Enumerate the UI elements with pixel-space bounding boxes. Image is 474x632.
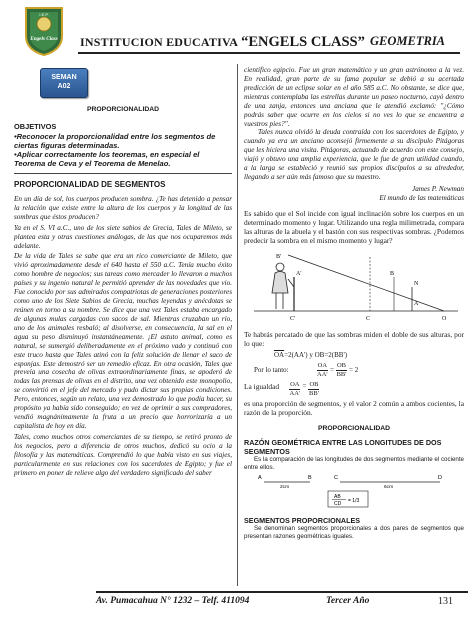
- quote-source: El mundo de las matemáticas: [379, 193, 464, 202]
- seg-label-c: C: [334, 474, 338, 481]
- igualdad-row: La igualdad $\frac{OA}{AA'}$ = $\frac{OB}{BB'}$: [244, 380, 319, 398]
- body-paragraph: Tales, como muchos otros comerciantes de su tiempo, se retiró pronto de los negocios, pero a diferencia de otros muchos, dedicó su ocio a la filosofía y las matemáticas. Comprendió lo que había visto en sus viajes, particularmente en sus relaciones con los sacerdotes de Egipto; y fue el primero en poner de relieve algo del verdadero significado del saber: [14, 432, 232, 477]
- por-lo-tanto: Por lo tanto:: [254, 366, 289, 375]
- fraction: $\frac{OA}{AA'}$: [317, 361, 328, 379]
- institution-prefix: INSTITUCION EDUCATIVA: [80, 35, 239, 49]
- eq-tail: = 2: [349, 366, 359, 375]
- header-title: [80, 34, 470, 51]
- body-paragraph: es una proporción de segmentos, y el valor 2 común a ambos cocientes, la razón de la proporción.: [244, 398, 464, 417]
- header-divider: [78, 52, 460, 54]
- logo-name-text: Engels Class: [30, 36, 58, 42]
- igualdad-word: La igualdad: [244, 381, 280, 391]
- fraction: $\frac{OA}{AA'}$: [289, 380, 301, 398]
- week-badge-line1: SEMAN: [51, 74, 77, 81]
- logo-top-text: I.E.P.: [39, 12, 49, 17]
- objective-item: •Aplicar correctamente los teoremas, en especial el Teorema de Ceva y el Teorema de Menelao.: [14, 149, 200, 168]
- subject-title: GEOMETRIA: [370, 34, 446, 48]
- ratio-heading: RAZÓN GEOMÉTRICA ENTRE LAS LONGITUDES DE DOS SEGMENTOS: [244, 438, 442, 456]
- proportionality-heading: PROPORCIONALIDAD DE SEGMENTOS: [14, 180, 166, 190]
- ratio-text: Es la comparación de las longitudes de dos segmentos mediante el cociente entre ellos.: [244, 456, 464, 472]
- seg-label-d: D: [438, 474, 442, 481]
- seg-len-1: 2cm: [280, 484, 290, 490]
- objectives-label: OBJETIVOS: [14, 122, 57, 132]
- eq-rhs: =2(BB'): [324, 350, 348, 359]
- shadow-figure: [244, 249, 464, 325]
- grandmother-icon: [272, 263, 294, 309]
- eq-lhs: $\overline{OA}$: [274, 350, 285, 359]
- page-header: [0, 0, 474, 62]
- left-column: [14, 66, 232, 480]
- segment-figure: [244, 474, 464, 510]
- body-paragraph: Es sabido que el Sol incide con igual inclinación sobre los cuerpos en un determinado momento y lugar. Utilizando una regla milimetrada, compara las alturas de la abuela y el bastón con sus respectivas sombras. ¿Podemos predecir la sombra en el mismo momento y lugar?: [244, 208, 464, 245]
- label-a-prime: A': [296, 270, 302, 277]
- fraction: $\frac{OB}{BB'}$: [309, 380, 319, 398]
- label-a: A: [414, 300, 419, 307]
- seg-frac-den: CD: [334, 500, 342, 507]
- eq-mid: =2(AA') y OB: [284, 350, 325, 359]
- footer-grade: Tercer Año: [326, 596, 370, 606]
- body-paragraph: Te habrás percatado de que las sombras miden el doble de sus alturas, por lo que:: [244, 329, 464, 348]
- seg-label-a: A: [258, 474, 262, 481]
- week-badge-line2: A02: [57, 82, 71, 90]
- label-o: O: [442, 315, 447, 322]
- proportional-text: Se denominan segmentos proporcionales a dos pares de segmentos que presentan razones geométricas iguales.: [244, 525, 464, 541]
- label-n: N: [414, 280, 419, 287]
- body-paragraph: En un día de sol, los cuerpos producen sombra. ¿Te has detenido a pensar la relación que existe entre la altura de los cuerpos y la longitud de las sombras que éstos producen?: [14, 194, 232, 221]
- seg-len-2: 6cm: [384, 484, 394, 490]
- label-b-prime: B': [276, 253, 282, 260]
- label-c: C: [366, 315, 371, 322]
- quote-author: James P. Newman: [412, 184, 464, 193]
- label-c-prime: C': [290, 315, 296, 322]
- seg-frac-val: = 1/3: [348, 497, 360, 504]
- seg-label-b: B: [308, 474, 312, 481]
- school-logo-icon: [22, 6, 66, 56]
- equation-shadow: [274, 351, 464, 360]
- section-title: PROPORCIONALIDAD: [86, 106, 160, 113]
- ray-line: [288, 255, 444, 311]
- fraction: $\frac{OB}{BB'}$: [336, 361, 347, 379]
- institution-name: “ENGELS CLASS”: [241, 34, 365, 50]
- body-paragraph: científico egipcio. Fue un gran matemático y un gran astrónomo a la vez. En realidad, gran parte de su fama popular se debió a su acertada predicción de un eclipse solar en el año 585 a.C. No obstante, se dice que, mientras contemplaba las estrellas durante un paseo nocturno, cayó dentro de una zanja, entonces una anciana que le atendió exclamó: "¿Cómo podrás saber que ocurre en los cielos si no ves lo que se encuentra a vuestros pies?".: [244, 66, 464, 128]
- section-divider: [14, 173, 232, 174]
- body-paragraph: De la vida de Tales se sabe que era un rico comerciante de Mileto, que vivió aproximadamente desde el 640 hasta el 550 a.C. Tenía mucho éxito como hombre de negocios; sus tareas como mercader lo llevaron a muchos países y su ingenio natural le permitió aprender de las novedades que vio. Fue conocido por sus admirados compatriotas de generaciones posteriores como uno de los Siete Sabios de Grecia, muchas leyendas y anécdotas se reúnen en torno a su nombre. Se dice que una vez Tales estaba encargado de algunas mulas cargadas con sacos de sal. Mientras cruzaban un río, uno de los animales resbaló; al disolverse, en consecuencia, la sal en el agua su peso disminuyó instantáneamente. ¡El astuto animal, como es natural, se sumergió deliberadamente en el próximo vado y continuó con este truco hasta que Tales atinó con la feliz solución de llenar el saco de esponjas. Este demostró ser un remedio eficaz. En otra ocasión, Tales que preveía una cosecha de olivas extraordinariamente finas, se apoderó de todas las prensas de olivas en el distrito, una vez obtenido este monopolio, se convirtió en el jefe del mercado y pudo dictar sus propias condiciones. Pero, entonces, según un relato, una vez demostrado lo que podía hacer, su propósito ya había sido conseguido; en vez de oprimir a sus compradores, vendió magnánimamente la fruta a un precio que horrorizaría a un capitalista de hoy en día.: [14, 252, 232, 430]
- section-title: PROPORCIONALIDAD: [317, 424, 391, 432]
- objective-item: •Reconocer la proporcionalidad entre los segmentos de ciertas figuras determinadas.: [14, 131, 216, 150]
- body-paragraph: Ya en el S. VI a.C., uno de los siete sabios de Grecia, Tales de Mileto, se plantea esta y otras cuestiones análogas, de las que nos ocuparemos más adelante.: [14, 223, 232, 250]
- proportional-heading: SEGMENTOS PROPORCIONALES: [244, 515, 361, 525]
- label-b: B: [390, 270, 395, 277]
- week-badge: [40, 68, 88, 98]
- body-paragraph: Tales nunca olvidó la deuda contraída con los sacerdotes de Egipto, y cuando ya era un anciano aconsejó firmemente a su discípulo Pitágoras que les hiciera una visita. Pitágoras, actuando de acuerdo con este consejo, viajó y obtuvo una amplia experiencia, que le fue de gran utilidad cuando, a la larga se estableció y reunió sus propios discípulos a su alrededor, llegando a ser aún más famoso que su maestro.: [244, 128, 464, 182]
- column-divider: [237, 64, 238, 586]
- footer-address: Av. Pumacahua N° 1232 – Telf. 411094: [96, 596, 250, 606]
- page-number: 131: [438, 596, 453, 607]
- equation-ratio: Por lo tanto: $\frac{OA}{AA'}$ = $\frac{OB}{BB'}$ = 2: [254, 361, 359, 379]
- seg-frac-num: AB: [334, 493, 341, 500]
- footer-divider: [96, 591, 468, 593]
- right-column: [244, 66, 464, 541]
